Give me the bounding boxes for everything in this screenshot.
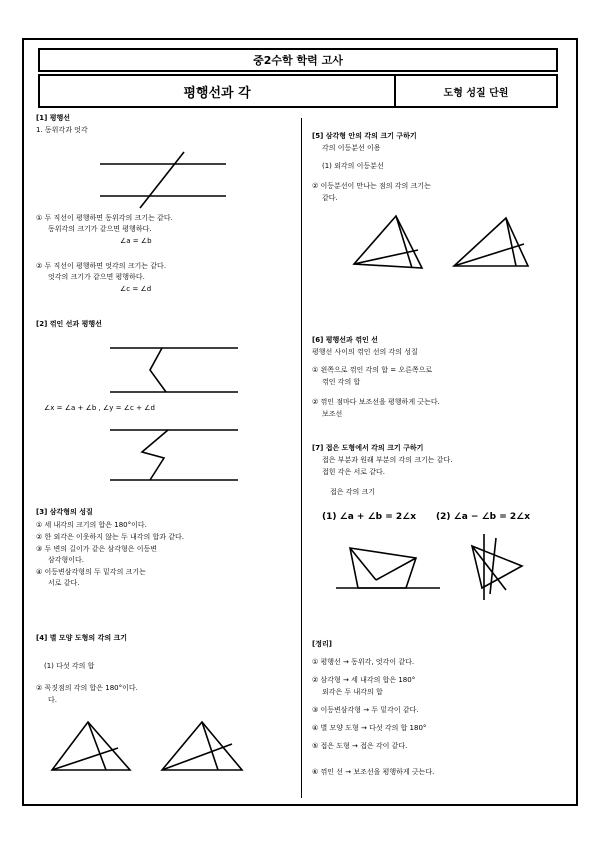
text-line: ② 한 외각은 이웃하지 않는 두 내각의 합과 같다. bbox=[36, 533, 185, 541]
text-line: ① 두 직선이 평행하면 동위각의 크기는 같다. bbox=[36, 214, 173, 222]
folded-figure-2 bbox=[460, 530, 540, 602]
text-line: ① 왼쪽으로 꺾인 각의 합 = 오른쪽으로 bbox=[312, 366, 433, 374]
folded-figure-1 bbox=[336, 540, 442, 596]
subheading: 1. 동위각과 엇각 bbox=[36, 126, 88, 134]
side-label: 도형 성질 단원 bbox=[443, 87, 509, 99]
text-line: 같다. bbox=[322, 194, 338, 202]
text-line: 동위각의 크기가 같으면 평행하다. bbox=[48, 225, 152, 233]
section-heading: [1] 평행선 bbox=[36, 114, 70, 122]
triangle-figure-left-1 bbox=[48, 718, 138, 778]
column-divider bbox=[301, 118, 302, 798]
text-line: ⑥ 꺾인 선 → 보조선을 평행하게 긋는다. bbox=[312, 768, 435, 776]
exam-title: 중2수학 학력 고사 bbox=[38, 48, 558, 72]
zigzag-figure-2 bbox=[110, 422, 250, 488]
bisector-figure-2 bbox=[452, 210, 534, 274]
text-line: ④ 이등변삼각형의 두 밑각의 크기는 bbox=[36, 568, 146, 576]
section-heading: [정리] bbox=[312, 640, 332, 648]
text-line: 다. bbox=[48, 696, 57, 704]
text-line: 엇각의 크기가 같으면 평행하다. bbox=[48, 273, 145, 281]
formula: ∠c = ∠d bbox=[120, 285, 152, 293]
section-heading: [5] 삼각형 안의 각의 크기 구하기 bbox=[312, 132, 417, 140]
text-line: ② 꺾인 점마다 보조선을 평행하게 긋는다. bbox=[312, 398, 440, 406]
text-line: ③ 이등변삼각형 → 두 밑각이 같다. bbox=[312, 706, 419, 714]
text-line: ⑤ 접은 도형 → 접은 각이 같다. bbox=[312, 742, 408, 750]
text-line: 서로 같다. bbox=[48, 579, 80, 587]
text-line: 외각은 두 내각의 합 bbox=[322, 688, 383, 696]
section-heading: [3] 삼각형의 성질 bbox=[36, 508, 93, 516]
section-heading: [7] 접은 도형에서 각의 크기 구하기 bbox=[312, 444, 424, 452]
unit-title: 평행선과 각 bbox=[40, 76, 396, 106]
text-line: ① 평행선 → 동위각, 엇각이 같다. bbox=[312, 658, 415, 666]
bisector-figure-1 bbox=[352, 210, 428, 274]
text-line: ② 삼각형 → 세 내각의 합은 180° bbox=[312, 676, 416, 684]
triangle-figure-left-2 bbox=[158, 718, 248, 778]
text-line: 접힌 각은 서로 같다. bbox=[322, 468, 385, 476]
zigzag-figure-1 bbox=[110, 340, 250, 400]
text-line: (1) 다섯 각의 합 bbox=[44, 662, 95, 670]
text-line: 접은 부분과 원래 부분의 각의 크기는 같다. bbox=[322, 456, 453, 464]
section-heading: [6] 평행선과 꺾인 선 bbox=[312, 336, 378, 344]
section-heading: [4] 별 모양 도형의 각의 크기 bbox=[36, 634, 128, 642]
parallel-lines-figure-1 bbox=[100, 150, 240, 210]
text-line: 삼각형이다. bbox=[48, 556, 85, 564]
formula: ∠x = ∠a + ∠b , ∠y = ∠c + ∠d bbox=[44, 404, 155, 412]
formula: (2) ∠a − ∠b = 2∠x bbox=[436, 512, 531, 522]
section-heading: [2] 꺾인 선과 평행선 bbox=[36, 320, 102, 328]
formula: ∠a = ∠b bbox=[120, 237, 152, 245]
text-line: (1) 외각의 이등분선 bbox=[322, 162, 384, 170]
text-line: ④ 별 모양 도형 → 다섯 각의 합 180° bbox=[312, 724, 427, 732]
text-line: 보조선 bbox=[322, 410, 343, 418]
text-line: 각의 이등분선 이용 bbox=[322, 144, 381, 152]
text-line: 접은 각의 크기 bbox=[330, 488, 376, 496]
text-line: ① 세 내각의 크기의 합은 180°이다. bbox=[36, 521, 147, 529]
text-line: ② 두 직선이 평행하면 엇각의 크기는 같다. bbox=[36, 262, 167, 270]
text-line: ③ 두 변의 길이가 같은 삼각형은 이등변 bbox=[36, 545, 158, 553]
text-line: 평행선 사이의 꺾인 선의 각의 성질 bbox=[312, 348, 418, 356]
formula: (1) ∠a + ∠b = 2∠x bbox=[322, 512, 417, 522]
text-line: ② 이등분선이 만나는 점의 각의 크기는 bbox=[312, 182, 431, 190]
text-line: 꺾인 각의 합 bbox=[322, 378, 361, 386]
title-row bbox=[38, 74, 558, 108]
text-line: ② 꼭짓점의 각의 합은 180°이다. bbox=[36, 684, 138, 692]
